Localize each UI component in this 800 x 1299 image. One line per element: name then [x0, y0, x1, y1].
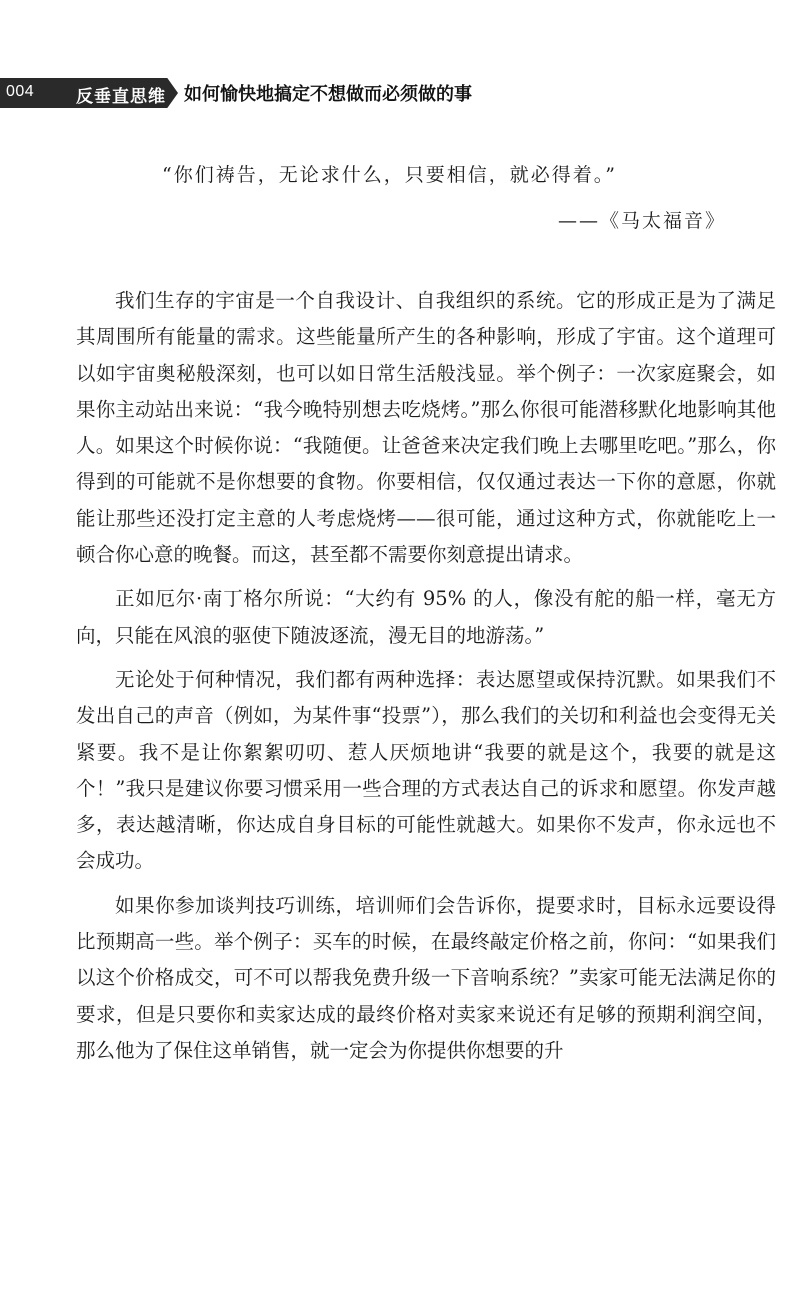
body-text: [76, 283, 776, 1077]
book-title: 反垂直思维: [76, 87, 166, 107]
running-header: [0, 78, 800, 108]
page-number: 004: [6, 83, 35, 100]
paragraph: 我们生存的宇宙是一个自我设计、自我组织的系统。它的形成正是为了满足其周围所有能量的需求。这些能量所产生的各种影响，形成了宇宙。这个道理可以如宇宙奥秘般深刻，也可以如日常生活般浅显。举个例子：一次家庭聚会，如果你主动站出来说：“我今晚特别想去吃烧烤。”那么你很可能潜移默化地影响其他人。如果这个时候你说：“我随便。让爸爸来决定我们晚上去哪里吃吧。”那么，你得到的可能就不是你想要的食物。你要相信，仅仅通过表达一下你的意愿，你就能让那些还没打定主意的人考虑烧烤——很可能，通过这种方式，你就能吃上一顿合你心意的晚餐。而这，甚至都不需要你刻意提出请求。: [76, 289, 776, 567]
paragraph: 如果你参加谈判技巧训练，培训师们会告诉你，提要求时，目标永远要设得比预期高一些。举个例子：买车的时候，在最终敲定价格之前，你问：“如果我们以这个价格成交，可不可以帮我免费升级一下音响系统？”卖家可能无法满足你的要求，但是只要你和卖家达成的最终价格对卖家来说还有足够的预期利润空间，那么他为了保住这单销售，就一定会为你提供你想要的升: [76, 893, 776, 1062]
paragraph: 无论处于何种情况，我们都有两种选择：表达愿望或保持沉默。如果我们不发出自己的声音（例如，为某件事“投票”），那么我们的关切和利益也会变得无关紧要。我不是让你絮絮叨叨、惹人厌烦地讲“我要的就是这个，我要的就是这个！”我只是建议你要习惯采用一些合理的方式表达自己的诉求和愿望。你发声越多，表达越清晰，你达成自身目标的可能性就越大。如果你不发声，你永远也不会成功。: [76, 667, 776, 873]
chapter-title: 如何愉快地搞定不想做而必须做的事: [184, 84, 472, 105]
epigraph-quote: “你们祷告，无论求什么，只要相信，就必得着。”: [162, 164, 617, 186]
paragraph: 正如厄尔·南丁格尔所说：“大约有 95% 的人，像没有舵的船一样，毫无方向，只能在风浪的驱使下随波逐流，漫无目的地游荡。”: [76, 587, 776, 647]
epigraph-source: ——《马太福音》: [557, 210, 726, 232]
